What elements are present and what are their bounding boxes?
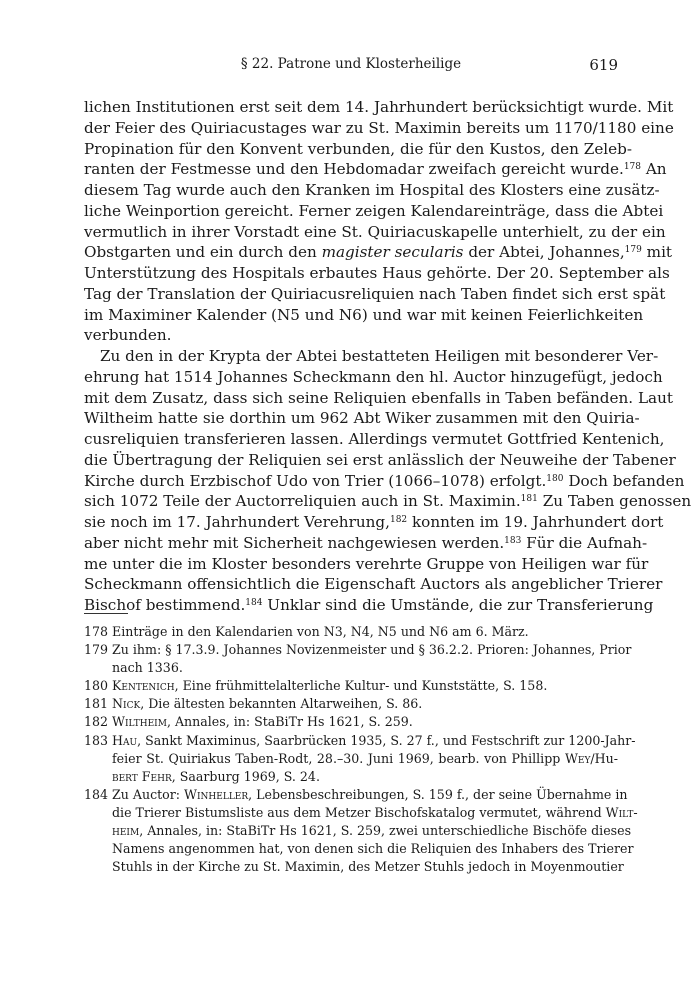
text-line <box>84 242 673 263</box>
text-line: im Maximiner Kalender (N5 und N6) und war mit keinen Feierlichkeiten <box>84 305 644 324</box>
citation-text: die Trierer Bistumsliste aus dem Metzer Bischofskatalog vermutet, während <box>112 804 606 820</box>
text-line: Tag der Translation der Quiriacusreliquien nach Taben findet sich erst spät <box>84 284 666 303</box>
footnote-number: 183 <box>84 732 109 748</box>
footnote-line <box>112 786 628 804</box>
footnote-line: Stuhls in der Kirche zu St. Maximin, des Metzer Stuhls jedoch in Moyenmoutier <box>112 859 624 875</box>
footnote-number: 182 <box>84 714 109 730</box>
citation-text: Zu Auctor: <box>112 786 185 802</box>
footnote-ref-183[interactable]: 183 <box>504 535 522 546</box>
author-name: Wey <box>564 750 591 766</box>
text-segment: aber nicht mehr mit Sicherheit nachgewiesen werden. <box>84 533 505 552</box>
footnote-182 <box>84 713 618 731</box>
author-name: Hau <box>112 732 138 748</box>
author-name: heim <box>112 823 140 839</box>
footnote-183 <box>84 732 636 786</box>
author-name: Nick <box>112 696 141 712</box>
text-line: mit dem Zusatz, dass sich seine Reliquien ebenfalls in Taben befänden. Laut <box>84 388 673 407</box>
text-line: diesem Tag wurde auch den Kranken im Hospital des Klosters eine zusätz- <box>84 181 660 199</box>
text-segment: Kirche durch Erzbischof Udo von Trier (1066–1078) erfolgt. <box>84 471 547 490</box>
text-line: verbunden. <box>84 326 172 345</box>
footnote-ref-182[interactable]: 182 <box>389 515 408 525</box>
footnote-ref-181[interactable]: 181 <box>520 494 538 505</box>
text-segment: Unklar sind die Umstände, die zur Transferierung <box>267 596 654 614</box>
citation-text: , Annales, in: StaBiTr Hs 1621, S. 259, zwei unterschiedliche Bischöfe dieses <box>139 823 632 839</box>
footnote-line: Namens angenommen hat, von denen sich die Reliquien des Inhabers des Trierer <box>112 841 634 857</box>
footnote-line <box>112 804 638 822</box>
footnote-180 <box>84 677 618 695</box>
running-header <box>84 56 618 86</box>
footnotes <box>84 623 638 876</box>
footnote-line <box>112 768 618 786</box>
author-name: Wiltheim <box>112 714 167 730</box>
text-line: Zu den in der Krypta der Abtei bestatteten Heiligen mit besonderer Ver- <box>100 347 659 365</box>
text-segment: Obstgarten und ein durch den <box>84 243 317 262</box>
footnote-number: 181 <box>84 696 109 712</box>
footnote-179 <box>84 641 632 677</box>
footnote-181 <box>84 695 618 713</box>
footnote-line <box>112 695 618 713</box>
text-line: Unterstützung des Hospitals erbautes Haus gehörte. Der 20. September als <box>84 264 670 282</box>
footnote-line <box>112 677 618 695</box>
footnote-184 <box>84 786 638 876</box>
footnote-178 <box>84 623 618 641</box>
text-segment: mit <box>646 243 673 262</box>
citation-text: , Eine frühmittelalterliche Kultur- und Kunststätte, S. 158. <box>174 678 548 694</box>
text-line <box>84 595 654 616</box>
text-segment: sie noch im 17. Jahrhundert Verehrung, <box>84 513 390 531</box>
text-segment: konnten im 19. Jahrhundert dort <box>411 513 664 531</box>
text-line <box>84 471 685 492</box>
text-segment: der Abtei, Johannes, <box>468 243 625 262</box>
author-name: Wilt- <box>605 804 638 820</box>
italic-term: magister secularis <box>321 243 464 262</box>
text-line: me unter die im Kloster besonders verehrte Gruppe von Heiligen war für <box>84 554 649 573</box>
footnote-line <box>112 713 618 731</box>
text-line: ehrung hat 1514 Johannes Scheckmann den hl. Auctor hinzugefügt, jedoch <box>84 367 663 386</box>
footnote-line: Zu ihm: § 17.3.9. Johannes Novizenmeister und § 36.2.2. Prioren: Johannes, Prior <box>112 642 632 658</box>
text-line <box>84 491 692 512</box>
text-segment: Doch befanden <box>568 471 685 490</box>
citation-text: , Lebensbeschreibungen, S. 159 f., der seine Übernahme in <box>248 786 628 802</box>
author-name: Winheller <box>184 786 249 802</box>
text-line <box>84 533 648 554</box>
footnote-ref-180[interactable]: 180 <box>546 473 564 484</box>
footnote-ref-184[interactable]: 184 <box>245 598 263 608</box>
footnote-number: 184 <box>84 786 109 802</box>
footnote-number: 180 <box>84 678 109 694</box>
footnote-line <box>112 732 636 750</box>
text-line: liche Weinportion gereicht. Ferner zeigen Kalendareinträge, dass die Abtei <box>84 201 664 220</box>
text-line: die Übertragung der Reliquien sei erst anlässlich der Neuweihe der Tabener <box>84 450 676 469</box>
text-line: Wiltheim hatte sie dorthin um 962 Abt Wiker zusammen mit den Quiria- <box>84 409 640 428</box>
page-number: 619 <box>589 56 618 74</box>
footnote-ref-179[interactable]: 179 <box>624 245 642 256</box>
text-line: cusreliquien transferieren lassen. Allerdings vermutet Gottfried Kentenich, <box>84 430 665 448</box>
footnote-number: 179 <box>84 642 109 658</box>
text-segment: An <box>645 160 667 179</box>
author-name: bert Fehr <box>112 768 172 784</box>
citation-text: , Sankt Maximinus, Saarbrücken 1935, S. 27 f., und Festschrift zur 1200-Jahr- <box>137 732 636 748</box>
footnote-line <box>112 822 632 840</box>
text-segment: Für die Aufnah- <box>526 533 648 552</box>
footnote-ref-178[interactable]: 178 <box>623 162 641 173</box>
text-line: vermutlich in ihrer Vorstadt eine St. Quiriacuskapelle unterhielt, zu der ein <box>84 222 666 241</box>
citation-text: , Saarburg 1969, S. 24. <box>171 768 320 784</box>
citation-text: /Hu- <box>590 750 618 766</box>
text-segment: Zu Taben genossen <box>542 492 692 511</box>
citation-text: , Die ältesten bekannten Altarweihen, S. 86. <box>140 696 423 712</box>
text-line <box>84 159 667 180</box>
author-name: Kentenich <box>112 678 175 694</box>
text-segment: Bischof bestimmend. <box>84 596 246 614</box>
text-segment: ranten der Festmesse und den Hebdomadar zweifach gereicht wurde. <box>84 160 624 179</box>
citation-text: feier St. Quiriakus Taben-Rodt, 28.–30. Juni 1969, bearb. von Phillipp <box>112 750 565 766</box>
text-line: Scheckmann offensichtlich die Eigenschaft Auctors als angeblicher Trierer <box>84 575 663 594</box>
text-line: der Feier des Quiriacustages war zu St. Maximin bereits um 1170/1180 eine <box>84 118 674 137</box>
footnote-number: 178 <box>84 624 109 639</box>
text-segment: sich 1072 Teile der Auctorreliquien auch in St. Maximin. <box>84 492 521 511</box>
text-line: Propination für den Konvent verbunden, die für den Kustos, den Zeleb- <box>84 139 633 158</box>
main-text <box>84 97 692 616</box>
footnote-line <box>112 750 618 768</box>
running-title: § 22. Patrone und Klosterheilige <box>240 56 462 72</box>
footnote-separator <box>84 613 128 614</box>
text-line: lichen Institutionen erst seit dem 14. Jahrhundert berücksichtigt wurde. Mit <box>84 98 674 116</box>
citation-text: , Annales, in: StaBiTr Hs 1621, S. 259. <box>166 714 413 730</box>
text-line <box>84 512 664 533</box>
footnote-line: nach 1336. <box>112 660 183 676</box>
footnote-line: Einträge in den Kalendarien von N3, N4, N5 und N6 am 6. März. <box>112 624 529 639</box>
